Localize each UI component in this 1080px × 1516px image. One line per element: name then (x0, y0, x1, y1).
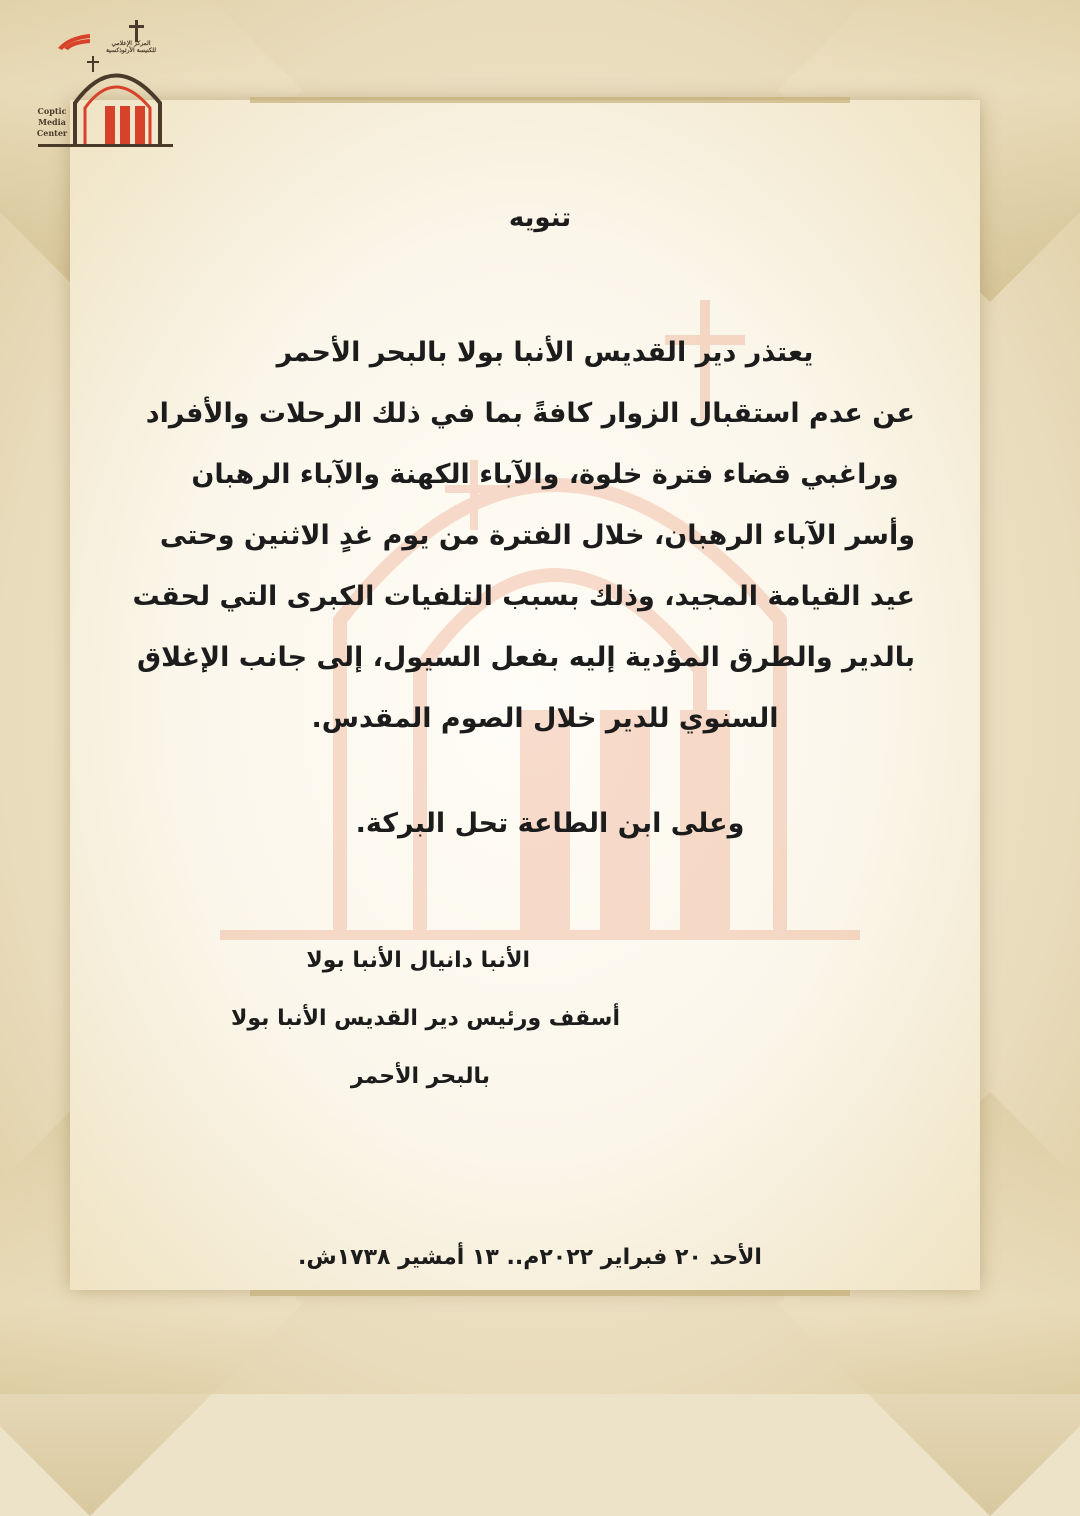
notice-body-line-7: السنوي للدير خلال الصوم المقدس. (311, 703, 779, 734)
notice-body-line-2: عن عدم استقبال الزوار كافةً بما في ذلك الرحلات والأفراد (145, 398, 915, 429)
logo-english-line-3: Center (36, 128, 68, 138)
notice-body-line-3: وراغبي قضاء فترة خلوة، والآباء الكهنة والآباء الرهبان (191, 459, 899, 490)
notice-body-line-4: وأسر الآباء الرهبان، خلال الفترة من يوم غدٍ الاثنين وحتى (159, 520, 915, 551)
signature-title: أسقف ورئيس دير القديس الأنبا بولا (231, 1006, 620, 1031)
signature-name: الأنبا دانيال الأنبا بولا (306, 948, 530, 973)
logo-arabic-line-2: للكنيسة الأرثوذكسية (105, 47, 157, 54)
paper-bottom-edge (250, 1290, 850, 1296)
notice-body-line-1: يعتذر دير القديس الأنبا بولا بالبحر الأحمر (276, 337, 814, 368)
logo-english-line-1: Coptic (37, 106, 67, 116)
paper-top-edge (250, 97, 850, 103)
logo-arabic-line-1: المركز الإعلامي (111, 40, 151, 47)
notice-body-line-6: بالدير والطرق المؤدية إليه بفعل السيول، إلى جانب الإغلاق (136, 642, 915, 673)
notice-date: الأحد ٢٠ فبراير ٢٠٢٢م.. ١٣ أمشير ١٧٣٨ش. (298, 1245, 762, 1270)
notice-body-line-5: عيد القيامة المجيد، وذلك بسبب التلفيات الكبرى التي لحقت (132, 581, 915, 612)
notice-signature (190, 932, 640, 1106)
logo-english-line-2: Media (38, 117, 66, 127)
notice-body (132, 322, 915, 749)
signature-location: بالبحر الأحمر (350, 1064, 490, 1089)
coptic-media-center-logo (30, 18, 180, 158)
notice-blessing: وعلى ابن الطاعة تحل البركة. (355, 808, 745, 839)
notice-title: تنويه (508, 203, 572, 233)
